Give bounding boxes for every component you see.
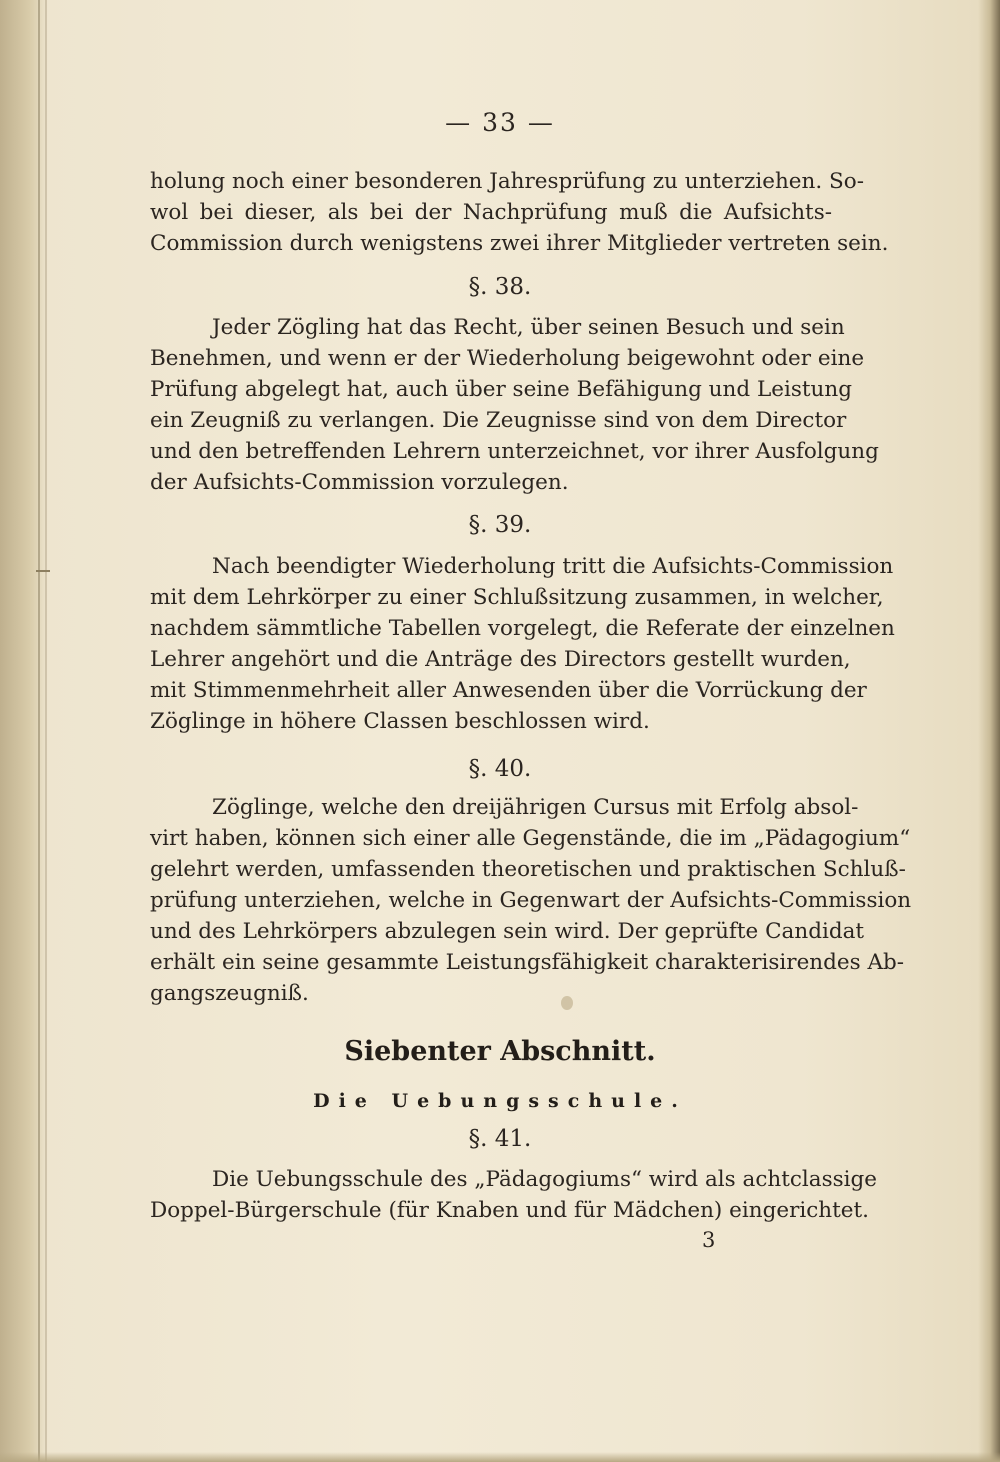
page-number-header: — 33 —	[445, 108, 555, 137]
text-line: holung noch einer besonderen Jahresprüfung zu unterziehen. So-	[150, 169, 864, 194]
text-line: nachdem sämmtliche Tabellen vorgelegt, die Referate der einzelnen	[150, 616, 895, 641]
text-line: erhält ein seine gesammte Leistungsfähigkeit charakterisirendes Ab-	[150, 950, 905, 975]
text-line: gelehrt werden, umfassenden theoretischen und praktischen Schluß-	[150, 857, 906, 882]
text-line: Prüfung abgelegt hat, auch über seine Befähigung und Leistung	[150, 377, 852, 402]
text-line: der Aufsichts-Commission vorzulegen.	[150, 470, 569, 495]
text-line: Doppel-Bürgerschule (für Knaben und für Mädchen) eingerichtet.	[150, 1198, 869, 1223]
printer-signature-mark: 3	[702, 1228, 716, 1252]
section-heading-41: §. 41.	[468, 1126, 532, 1152]
text-line: Zöglinge, welche den dreijährigen Cursus mit Erfolg absol-	[212, 795, 859, 820]
text-line: virt haben, können sich einer alle Gegenstände, die im „Pädagogium“	[150, 826, 911, 851]
text-line: Commission durch wenigstens zwei ihrer Mitglieder vertreten sein.	[150, 231, 889, 256]
text-line: ein Zeugniß zu verlangen. Die Zeugnisse sind von dem Director	[150, 408, 847, 433]
margin-mark	[36, 570, 50, 572]
section-heading-40: §. 40.	[468, 756, 532, 782]
spine-fold-line	[38, 0, 40, 1462]
section-39-paragraph	[150, 551, 895, 737]
book-spine-shadow	[0, 0, 48, 1462]
text-line: Die Uebungsschule des „Pädagogiums“ wird als achtclassige	[212, 1167, 878, 1192]
text-line: Nach beendigter Wiederholung tritt die Aufsichts-Commission	[212, 554, 894, 579]
text-line: Jeder Zögling hat das Recht, über seinen Besuch und sein	[212, 315, 845, 340]
section-40-paragraph	[150, 792, 912, 1009]
section-heading-39: §. 39.	[468, 512, 532, 538]
text-line: mit Stimmenmehrheit aller Anwesenden über die Vorrückung der	[150, 678, 867, 703]
text-line: Zöglinge in höhere Classen beschlossen wird.	[150, 709, 650, 734]
spine-fold-line	[45, 0, 47, 1462]
text-line: und des Lehrkörpers abzulegen sein wird. Der geprüfte Candidat	[150, 919, 865, 944]
continuation-paragraph	[150, 166, 889, 259]
text-line: prüfung unterziehen, welche in Gegenwart der Aufsichts-Commission	[150, 888, 912, 913]
page-bottom-edge	[0, 1452, 1000, 1462]
section-41-paragraph	[150, 1164, 878, 1226]
page-right-edge	[978, 0, 1000, 1462]
text-line: wol bei dieser, als bei der Nachprüfung muß die Aufsichts-	[150, 200, 832, 225]
text-line: mit dem Lehrkörper zu einer Schlußsitzung zusammen, in welcher,	[150, 585, 884, 610]
chapter-title: Siebenter Abschnitt.	[344, 1036, 656, 1067]
text-line: Benehmen, und wenn er der Wiederholung beigewohnt oder eine	[150, 346, 865, 371]
text-line: gangszeugniß.	[150, 981, 309, 1006]
chapter-subtitle: Die Uebungsschule.	[313, 1090, 687, 1112]
text-line: Lehrer angehört und die Anträge des Directors gestellt wurden,	[150, 647, 851, 672]
text-line: und den betreffenden Lehrern unterzeichnet, vor ihrer Ausfolgung	[150, 439, 879, 464]
section-38-paragraph	[150, 312, 879, 498]
section-heading-38: §. 38.	[468, 274, 532, 300]
